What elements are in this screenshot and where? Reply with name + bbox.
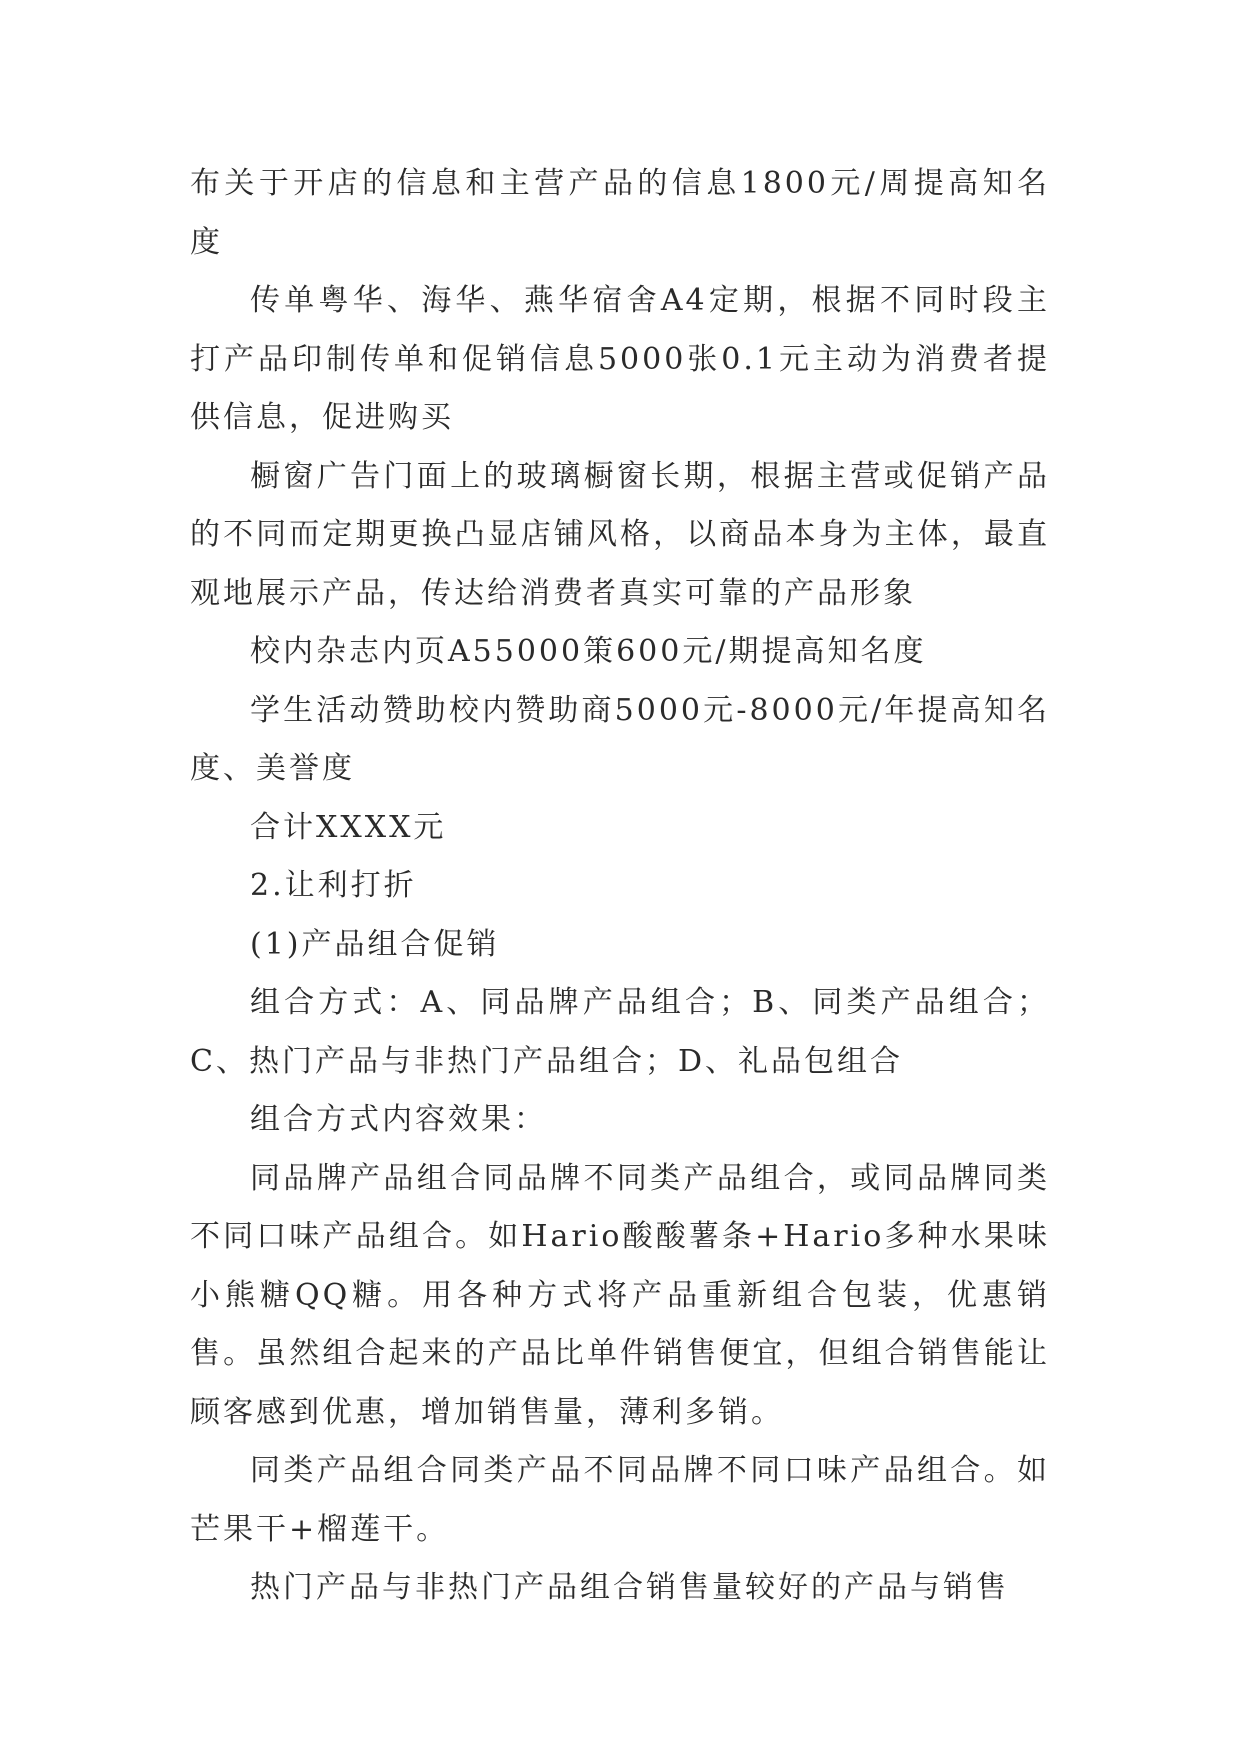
paragraph-bundle-methods: 组合方式：A、同品牌产品组合；B、同类产品组合；C、热门产品与非热门产品组合；D、礼品包组合 (190, 985, 1050, 1079)
paragraph-same-brand-bundle: 同品牌产品组合同品牌不同类产品组合，或同品牌同类不同口味产品组合。如Hario酸酸薯条+Hario多种水果味小熊糖QQ糖。用各种方式将产品重新组合包装，优惠销售。虽然组合起来的产品比单件销售便宜，但组合销售能让顾客感到优惠，增加销售量，薄利多销。 (190, 1160, 1050, 1430)
paragraph-student-sponsorship: 学生活动赞助校内赞助商5000元-8000元/年提高知名度、美誉度 (190, 692, 1050, 786)
paragraph-total: 合计XXXX元 (250, 809, 447, 845)
section-heading-discounts: 2.让利打折 (250, 868, 417, 903)
subsection-heading-bundle-promotion: (1)产品组合促销 (250, 926, 500, 962)
paragraph-campus-magazine: 校内杂志内页A55000策600元/期提高知名度 (250, 634, 927, 669)
paragraph-window-ads: 橱窗广告门面上的玻璃橱窗长期，根据主营或促销产品的不同而定期更换凸显店铺风格，以商品本身为主体，最直观地展示产品，传达给消费者真实可靠的产品形象 (190, 458, 1050, 611)
paragraph-bundle-effects-heading: 组合方式内容效果： (250, 1102, 547, 1137)
paragraph-flyers: 传单粤华、海华、燕华宿舍A4定期，根据不同时段主打产品印制传单和促销信息5000张0.1元主动为消费者提供信息，促进购买 (190, 283, 1050, 435)
paragraph-advertising-continued: 布关于开店的信息和主营产品的信息1800元/周提高知名度 (190, 166, 1050, 260)
paragraph-same-category-bundle: 同类产品组合同类产品不同品牌不同口味产品组合。如芒果干+榴莲干。 (190, 1453, 1050, 1547)
paragraph-hot-product-bundle: 热门产品与非热门产品组合销售量较好的产品与销售 (250, 1570, 1009, 1605)
document-page (190, 155, 1050, 1618)
